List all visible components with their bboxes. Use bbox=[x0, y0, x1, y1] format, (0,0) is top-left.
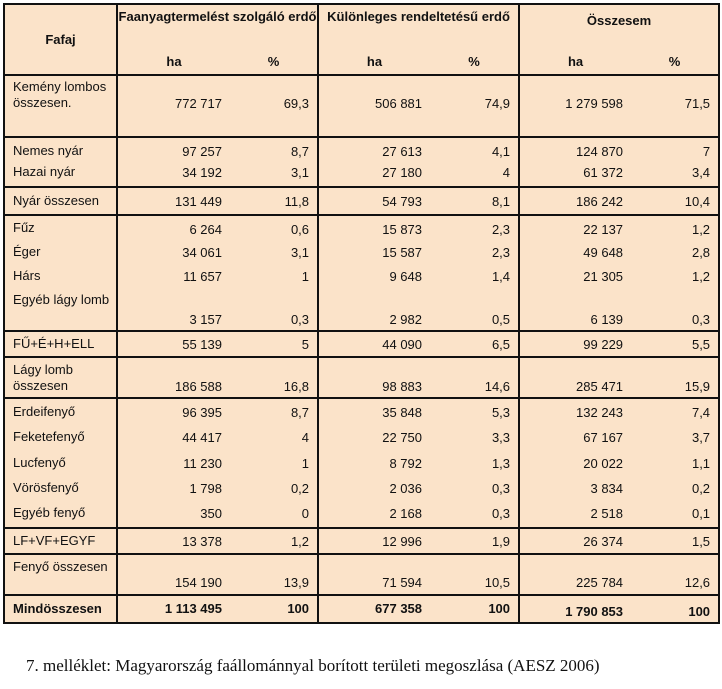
unit-pct: % bbox=[230, 48, 318, 75]
value-cell: 10,4 bbox=[631, 187, 719, 215]
value-cell: 1,3 bbox=[491, 456, 511, 471]
table-row bbox=[4, 528, 719, 554]
value-cell: 0,2 bbox=[631, 476, 719, 501]
value-cell: 7 bbox=[631, 137, 719, 161]
value-cell: 3,4 bbox=[631, 161, 719, 187]
value-cell: 1,2 bbox=[631, 265, 719, 286]
value-cell: 285 471 bbox=[519, 357, 631, 398]
value-cell: 2 168 bbox=[318, 501, 430, 528]
value-cell: 1,9 bbox=[430, 528, 519, 554]
value-cell: 0,3 bbox=[230, 286, 318, 331]
value-cell: 8,7 bbox=[290, 405, 310, 420]
value-cell: 1,5 bbox=[631, 528, 719, 554]
value-cell: 4 bbox=[301, 430, 310, 445]
table-row bbox=[4, 240, 719, 265]
value-cell: 1 279 598 bbox=[519, 75, 631, 137]
value-cell: 12,6 bbox=[631, 554, 719, 595]
value-cell: 1 bbox=[301, 456, 310, 471]
value-cell: 0,6 bbox=[290, 222, 310, 237]
special-forest-header: Különleges rendeltetésű erdő bbox=[318, 4, 519, 48]
value-cell: 1,1 bbox=[631, 451, 719, 476]
value-cell: 2 036 bbox=[318, 476, 430, 501]
value-cell: 44 090 bbox=[318, 331, 430, 357]
value-cell: 34 061 bbox=[117, 240, 230, 265]
table-row bbox=[4, 425, 719, 451]
table-caption: 7. melléklet: Magyarország faállománnyal borított területi megoszlása (AESZ 2006) bbox=[26, 656, 600, 675]
value-cell: 0 bbox=[230, 501, 318, 528]
species-name: Éger bbox=[4, 240, 117, 265]
species-name: Hárs bbox=[4, 265, 117, 286]
table-row bbox=[4, 161, 719, 187]
value-cell: 13,9 bbox=[230, 554, 318, 595]
species-name: Erdeifenyő bbox=[4, 398, 117, 425]
value-cell: 4,1 bbox=[491, 144, 511, 159]
table-row bbox=[4, 451, 719, 476]
value-cell: 44 417 bbox=[117, 425, 230, 451]
header-row-1 bbox=[4, 4, 719, 48]
value-cell: 15,9 bbox=[631, 357, 719, 398]
species-name: Vörösfenyő bbox=[4, 476, 117, 501]
value-cell: 13 378 bbox=[117, 528, 230, 554]
value-cell: 0,3 bbox=[430, 501, 519, 528]
value-cell: 0,3 bbox=[631, 286, 719, 331]
value-cell: 772 717 bbox=[117, 75, 230, 137]
value-cell: 3,7 bbox=[631, 425, 719, 451]
value-cell: 186 588 bbox=[117, 357, 230, 398]
value-cell: 1 798 bbox=[117, 476, 230, 501]
value-cell: 124 870 bbox=[519, 137, 631, 161]
table-row bbox=[4, 476, 719, 501]
table-row bbox=[4, 501, 719, 528]
value-cell: 6 264 bbox=[117, 215, 230, 240]
value-cell: 55 139 bbox=[117, 331, 230, 357]
value-cell: 20 022 bbox=[519, 451, 631, 476]
table-row bbox=[4, 357, 719, 398]
table-row bbox=[4, 75, 719, 137]
value-cell: 11 657 bbox=[117, 265, 230, 286]
value-cell: 1,4 bbox=[491, 269, 511, 284]
species-name: Lucfenyő bbox=[4, 451, 117, 476]
value-cell: 1 790 853 bbox=[519, 595, 631, 623]
value-cell: 15 587 bbox=[318, 240, 430, 265]
value-cell: 9 648 bbox=[318, 265, 430, 286]
value-cell: 506 881 bbox=[318, 75, 430, 137]
value-cell: 132 243 bbox=[519, 398, 631, 425]
table-row bbox=[4, 265, 719, 286]
unit-pct: % bbox=[631, 48, 719, 75]
value-cell: 99 229 bbox=[519, 331, 631, 357]
value-cell: 14,6 bbox=[430, 357, 519, 398]
value-cell: 11 230 bbox=[117, 451, 230, 476]
value-cell: 1,2 bbox=[631, 215, 719, 240]
table-row bbox=[4, 187, 719, 215]
value-cell: 5,5 bbox=[631, 331, 719, 357]
species-name: Egyéb fenyő bbox=[4, 501, 117, 528]
total-row bbox=[4, 595, 719, 623]
species-name: Nemes nyár bbox=[4, 137, 117, 161]
species-name: Hazai nyár bbox=[4, 161, 117, 187]
species-name: Mindösszesen bbox=[4, 595, 117, 623]
value-cell: 71,5 bbox=[631, 75, 719, 137]
value-cell: 677 358 bbox=[318, 595, 430, 623]
value-cell: 7,4 bbox=[631, 398, 719, 425]
species-name: Kemény lombos összesen. bbox=[4, 75, 117, 137]
value-cell: 100 bbox=[430, 595, 519, 623]
value-cell: 22 137 bbox=[519, 215, 631, 240]
value-cell: 6,5 bbox=[430, 331, 519, 357]
value-cell: 22 750 bbox=[318, 425, 430, 451]
value-cell: 21 305 bbox=[519, 265, 631, 286]
value-cell: 350 bbox=[117, 501, 230, 528]
species-header: Fafaj bbox=[4, 4, 117, 75]
species-name: Fenyő összesen bbox=[4, 554, 117, 595]
species-name: Lágy lomb összesen bbox=[4, 357, 117, 398]
unit-ha: ha bbox=[318, 48, 430, 75]
species-name: Egyéb lágy lomb bbox=[4, 286, 117, 331]
value-cell: 35 848 bbox=[318, 398, 430, 425]
value-cell: 61 372 bbox=[519, 161, 631, 187]
value-cell: 8,1 bbox=[430, 187, 519, 215]
value-cell: 97 257 bbox=[117, 137, 230, 161]
value-cell: 74,9 bbox=[430, 75, 519, 137]
value-cell: 225 784 bbox=[519, 554, 631, 595]
value-cell: 5 bbox=[230, 331, 318, 357]
value-cell: 2,3 bbox=[491, 222, 511, 237]
table-row bbox=[4, 215, 719, 240]
value-cell: 69,3 bbox=[230, 75, 318, 137]
species-name: Nyár összesen bbox=[4, 187, 117, 215]
species-name: Feketefenyő bbox=[4, 425, 117, 451]
value-cell: 186 242 bbox=[519, 187, 631, 215]
value-cell: 26 374 bbox=[519, 528, 631, 554]
value-cell: 154 190 bbox=[117, 554, 230, 595]
species-name: FŰ+É+H+ELL bbox=[4, 331, 117, 357]
table-row bbox=[4, 331, 719, 357]
total-header: Összesem bbox=[519, 4, 719, 48]
value-cell: 67 167 bbox=[519, 425, 631, 451]
value-cell: 3,3 bbox=[491, 430, 511, 445]
value-cell: 96 395 bbox=[117, 398, 230, 425]
value-cell: 1 bbox=[301, 269, 310, 284]
value-cell: 15 873 bbox=[318, 215, 430, 240]
value-cell: 11,8 bbox=[230, 187, 318, 215]
value-cell: 4 bbox=[430, 161, 519, 187]
value-cell: 5,3 bbox=[491, 405, 511, 420]
species-name: Fűz bbox=[4, 215, 117, 240]
value-cell: 2,8 bbox=[631, 240, 719, 265]
value-cell: 0,3 bbox=[491, 481, 511, 496]
unit-pct: % bbox=[430, 48, 519, 75]
value-cell: 3 834 bbox=[519, 476, 631, 501]
table-row bbox=[4, 554, 719, 595]
value-cell: 2,3 bbox=[491, 245, 511, 260]
value-cell: 3,1 bbox=[230, 161, 318, 187]
value-cell: 34 192 bbox=[117, 161, 230, 187]
value-cell: 0,5 bbox=[430, 286, 519, 331]
value-cell: 71 594 bbox=[318, 554, 430, 595]
unit-ha: ha bbox=[519, 48, 631, 75]
forest-area-table bbox=[3, 3, 720, 624]
production-forest-header: Faanyagtermelést szolgáló erdő bbox=[117, 4, 318, 48]
value-cell: 27 613 bbox=[318, 137, 430, 161]
value-cell: 10,5 bbox=[430, 554, 519, 595]
value-cell: 100 bbox=[230, 595, 318, 623]
value-cell: 8,7 bbox=[290, 144, 310, 159]
value-cell: 0,2 bbox=[290, 481, 310, 496]
value-cell: 8 792 bbox=[318, 451, 430, 476]
value-cell: 54 793 bbox=[318, 187, 430, 215]
table-row bbox=[4, 137, 719, 161]
value-cell: 100 bbox=[631, 595, 719, 623]
value-cell: 131 449 bbox=[117, 187, 230, 215]
species-name: LF+VF+EGYF bbox=[4, 528, 117, 554]
table-row bbox=[4, 398, 719, 425]
value-cell: 16,8 bbox=[230, 357, 318, 398]
value-cell: 98 883 bbox=[318, 357, 430, 398]
value-cell: 3,1 bbox=[290, 245, 310, 260]
value-cell: 1,2 bbox=[230, 528, 318, 554]
value-cell: 2 982 bbox=[318, 286, 430, 331]
value-cell: 49 648 bbox=[519, 240, 631, 265]
table-row bbox=[4, 286, 719, 331]
value-cell: 2 518 bbox=[519, 501, 631, 528]
value-cell: 0,1 bbox=[631, 501, 719, 528]
value-cell: 12 996 bbox=[318, 528, 430, 554]
value-cell: 1 113 495 bbox=[117, 595, 230, 623]
unit-ha: ha bbox=[117, 48, 230, 75]
value-cell: 6 139 bbox=[519, 286, 631, 331]
value-cell: 27 180 bbox=[318, 161, 430, 187]
value-cell: 3 157 bbox=[117, 286, 230, 331]
